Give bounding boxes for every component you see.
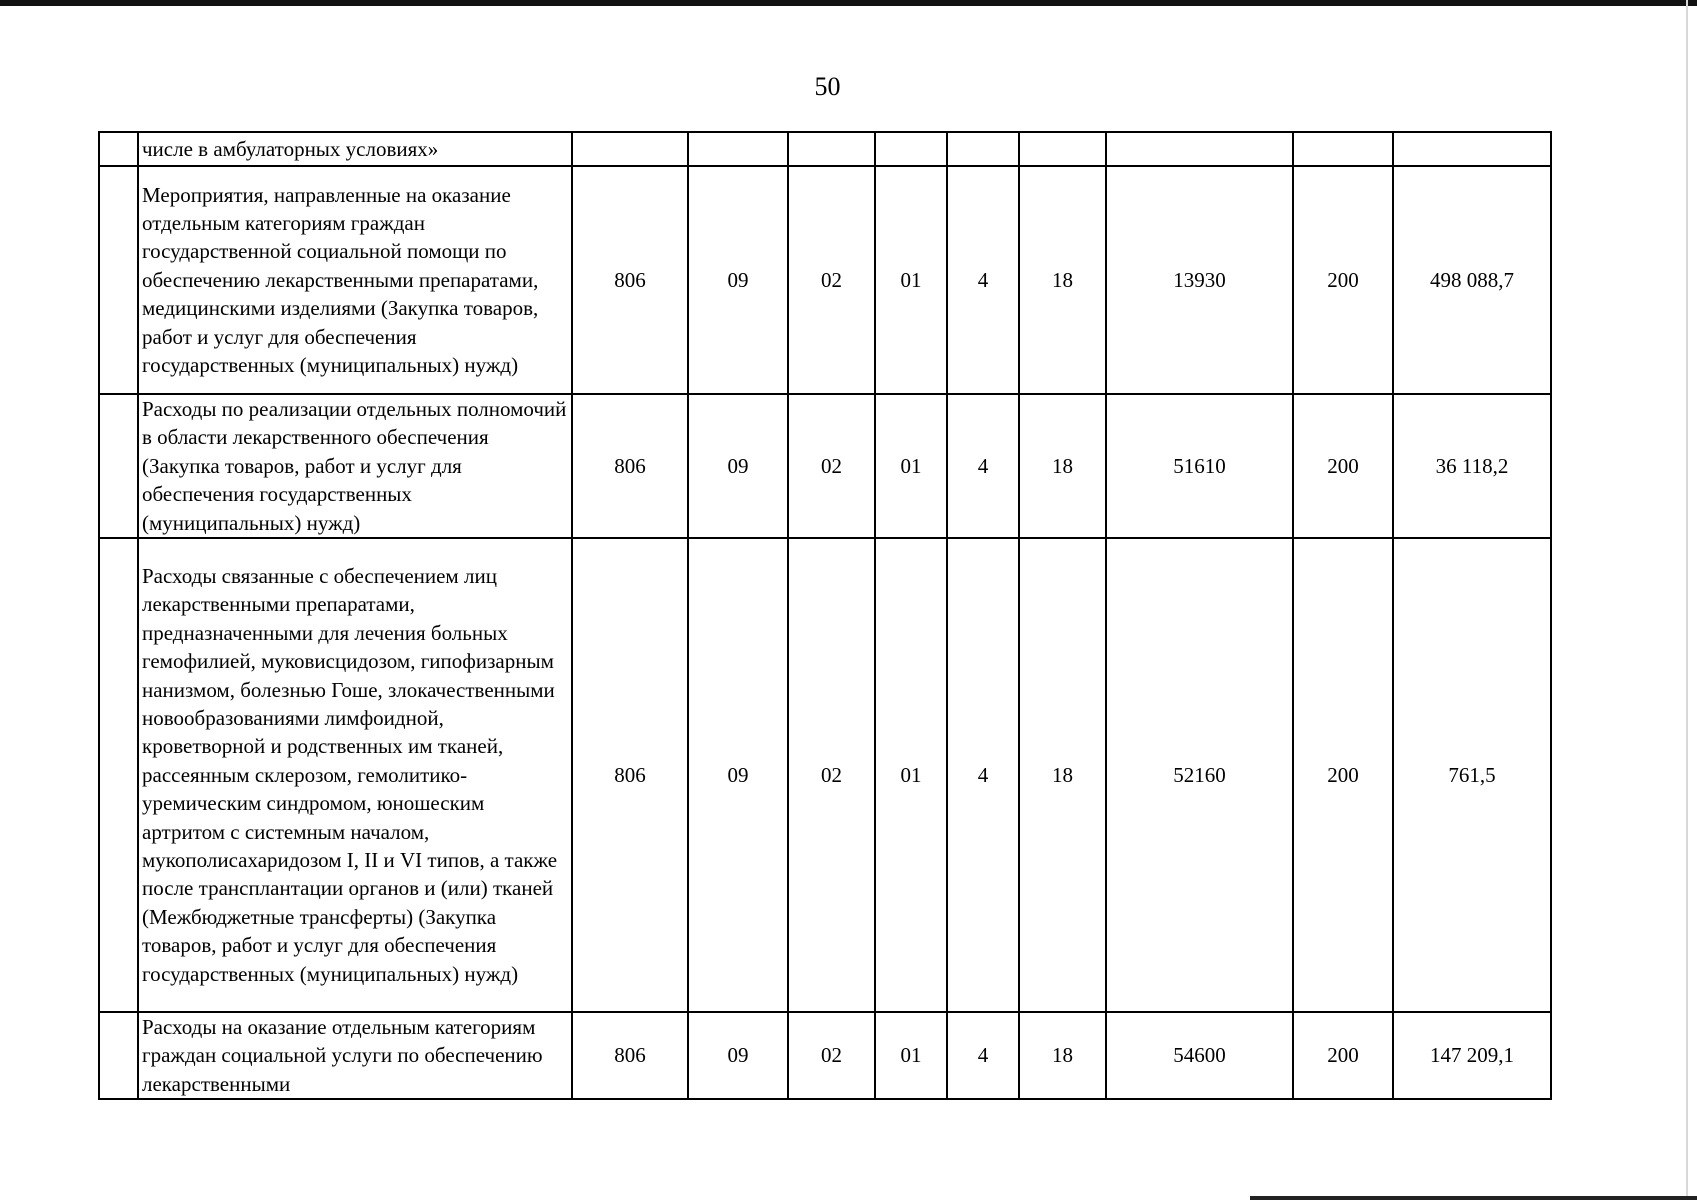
cell-p4	[1106, 132, 1293, 166]
table-row	[99, 1012, 1551, 1099]
scan-bottom-edge	[1250, 1196, 1697, 1200]
cell-sum	[1393, 132, 1551, 166]
cell-p2: 4	[947, 1012, 1019, 1099]
cell-p2	[947, 132, 1019, 166]
cell-p4: 54600	[1106, 1012, 1293, 1099]
cell-p2: 4	[947, 538, 1019, 1012]
cell-p1: 01	[875, 166, 947, 394]
cell-gr: 806	[572, 538, 688, 1012]
cell-p4: 52160	[1106, 538, 1293, 1012]
cell-gr: 806	[572, 394, 688, 538]
cell-pr: 02	[788, 166, 875, 394]
cell-p1: 01	[875, 394, 947, 538]
cell-sum: 147 209,1	[1393, 1012, 1551, 1099]
index-cell	[99, 166, 138, 394]
cell-p2: 4	[947, 394, 1019, 538]
index-cell	[99, 538, 138, 1012]
cell-p3: 18	[1019, 394, 1106, 538]
page-number: 50	[814, 72, 841, 101]
table-row	[99, 166, 1551, 394]
cell-vr: 200	[1293, 538, 1393, 1012]
cell-p2: 4	[947, 166, 1019, 394]
cell-rz: 09	[688, 166, 788, 394]
table-row	[99, 394, 1551, 538]
cell-p1: 01	[875, 1012, 947, 1099]
row-name: Мероприятия, направленные на оказание отдельным категориям граждан государственной социальной помощи по обеспечению лекарственными препаратами, медицинскими изделиями (Закупка товаров, работ и услуг для обеспечения государственных (муниципальных) нужд)	[138, 166, 572, 394]
cell-p3: 18	[1019, 538, 1106, 1012]
cell-p1: 01	[875, 538, 947, 1012]
cell-p3	[1019, 132, 1106, 166]
cell-pr: 02	[788, 394, 875, 538]
cell-rz: 09	[688, 394, 788, 538]
index-cell	[99, 394, 138, 538]
budget-table	[98, 131, 1552, 1100]
cell-p4: 51610	[1106, 394, 1293, 538]
table-row	[99, 538, 1551, 1012]
table-row	[99, 132, 1551, 166]
row-name: Расходы связанные с обеспечением лиц лекарственными препаратами, предназначенными для лечения больных гемофилией, муковисцидозом, гипофизарным нанизмом, болезнью Гоше, злокачественными новообразованиями лимфоидной, кроветворной и родственных им тканей, рассеянным склерозом, гемолитико-уремическим синдромом, юношеским артритом с системным началом, мукополисахаридозом I, II и VI типов, а также после трансплантации органов и (или) тканей (Межбюджетные трансферты) (Закупка товаров, работ и услуг для обеспечения государственных (муниципальных) нужд)	[138, 538, 572, 1012]
index-cell	[99, 132, 138, 166]
index-cell	[99, 1012, 138, 1099]
scan-top-edge	[0, 0, 1697, 6]
cell-pr: 02	[788, 1012, 875, 1099]
row-name: Расходы на оказание отдельным категориям граждан социальной услуги по обеспечению лекарственными	[138, 1012, 572, 1099]
cell-vr: 200	[1293, 394, 1393, 538]
cell-p3: 18	[1019, 166, 1106, 394]
cell-gr: 806	[572, 166, 688, 394]
cell-p3: 18	[1019, 1012, 1106, 1099]
cell-p4: 13930	[1106, 166, 1293, 394]
cell-vr: 200	[1293, 166, 1393, 394]
cell-p1	[875, 132, 947, 166]
cell-gr: 806	[572, 1012, 688, 1099]
cell-vr	[1293, 132, 1393, 166]
cell-gr	[572, 132, 688, 166]
cell-sum: 761,5	[1393, 538, 1551, 1012]
cell-rz: 09	[688, 1012, 788, 1099]
cell-vr: 200	[1293, 1012, 1393, 1099]
cell-rz: 09	[688, 538, 788, 1012]
row-name: Расходы по реализации отдельных полномочий в области лекарственного обеспечения (Закупка товаров, работ и услуг для обеспечения государственных (муниципальных) нужд)	[138, 394, 572, 538]
cell-sum: 36 118,2	[1393, 394, 1551, 538]
cell-sum: 498 088,7	[1393, 166, 1551, 394]
row-name: числе в амбулаторных условиях»	[138, 132, 572, 166]
cell-rz	[688, 132, 788, 166]
cell-pr: 02	[788, 538, 875, 1012]
cell-pr	[788, 132, 875, 166]
scan-right-edge	[1686, 0, 1688, 1200]
